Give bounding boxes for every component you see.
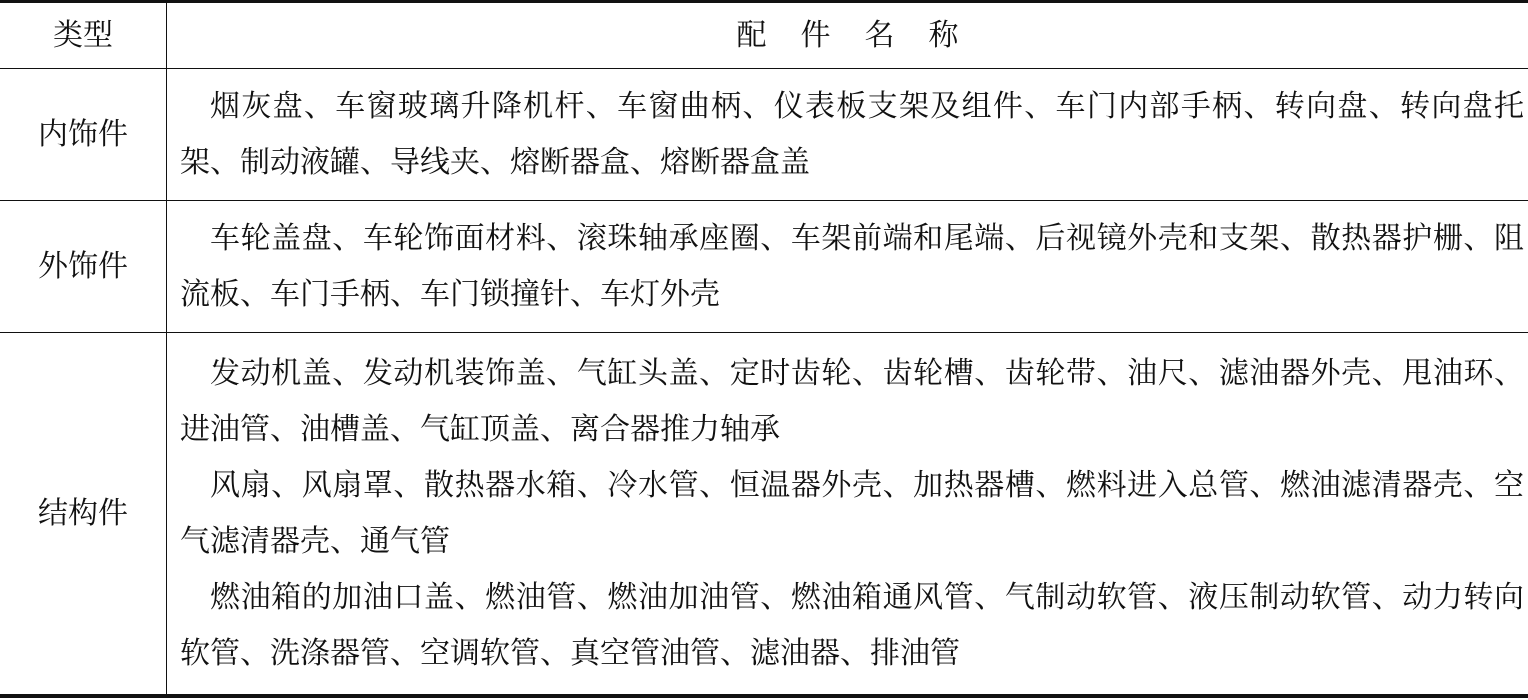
header-type-cell (0, 3, 166, 68)
parts-paragraph: 风扇、风扇罩、散热器水箱、冷水管、恒温器外壳、加热器槽、燃料进入总管、燃油滤清器壳、空气滤清器壳、通气管 (180, 467, 1524, 559)
row-type-cell (0, 333, 166, 694)
parts-paragraph: 车轮盖盘、车轮饰面材料、滚珠轴承座圈、车架前端和尾端、后视镜外壳和支架、散热器护栅、阻流板、车门手柄、车门锁撞针、车灯外壳 (180, 220, 1524, 312)
row-parts-cell (167, 69, 1528, 200)
row-type-cell (0, 69, 166, 200)
header-parts-cell (167, 3, 1528, 68)
row-type-label: 结构件 (38, 495, 128, 531)
row-parts-cell (167, 201, 1528, 332)
parts-paragraph: 烟灰盘、车窗玻璃升降机杆、车窗曲柄、仪表板支架及组件、车门内部手柄、转向盘、转向盘托架、制动液罐、导线夹、熔断器盒、熔断器盒盖 (180, 88, 1524, 180)
parts-paragraph: 发动机盖、发动机装饰盖、气缸头盖、定时齿轮、齿轮槽、齿轮带、油尺、滤油器外壳、甩油环、进油管、油槽盖、气缸顶盖、离合器推力轴承 (180, 355, 1524, 447)
header-parts-label: 配件名称 (736, 17, 993, 53)
parts-paragraph: 燃油箱的加油口盖、燃油管、燃油加油管、燃油箱通风管、气制动软管、液压制动软管、动力转向软管、洗涤器管、空调软管、真空管油管、滤油器、排油管 (180, 579, 1524, 671)
row-type-cell (0, 201, 166, 332)
header-type-label: 类型 (53, 17, 113, 53)
row-parts-cell (167, 333, 1528, 694)
row-type-label: 外饰件 (38, 248, 128, 284)
row-type-label: 内饰件 (38, 116, 128, 152)
table-bottom-rule (0, 694, 1528, 698)
